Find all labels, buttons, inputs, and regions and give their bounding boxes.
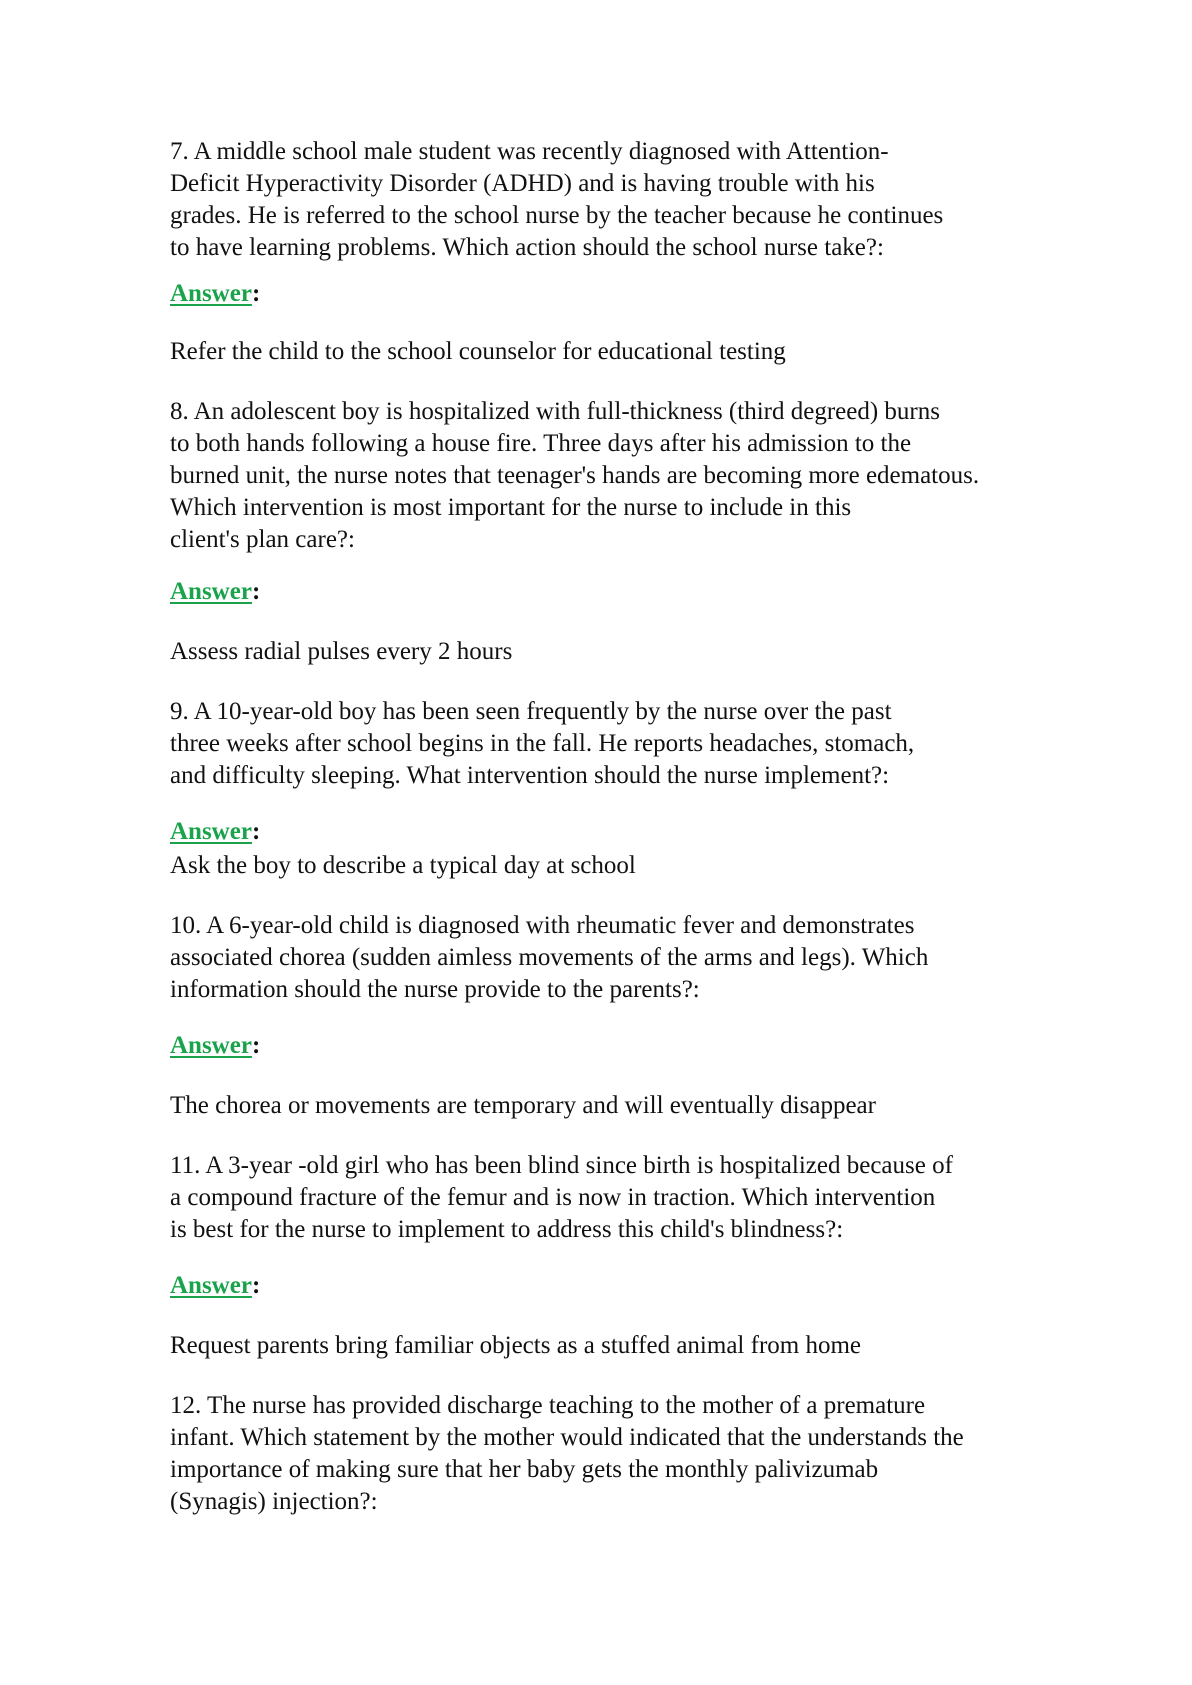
answer-label: Answer bbox=[170, 578, 252, 605]
question-text-line: 11. A 3-year -old girl who has been blind since birth is hospitalized because of bbox=[170, 1152, 953, 1179]
answer-text: The chorea or movements are temporary and will eventually disappear bbox=[170, 1092, 876, 1119]
answer-text: Refer the child to the school counselor for educational testing bbox=[170, 338, 786, 365]
question-text-line: Deficit Hyperactivity Disorder (ADHD) and is having trouble with his bbox=[170, 170, 875, 197]
answer-9 bbox=[170, 850, 1090, 882]
question-text-line: infant. Which statement by the mother would indicated that the understands the bbox=[170, 1424, 964, 1451]
answer-10 bbox=[170, 1090, 1090, 1122]
question-text-line: 7. A middle school male student was recently diagnosed with Attention- bbox=[170, 138, 889, 165]
answer-8 bbox=[170, 636, 1090, 668]
answer-label: Answer bbox=[170, 280, 252, 307]
question-11 bbox=[170, 1150, 1090, 1246]
question-text-line: 10. A 6-year-old child is diagnosed with rheumatic fever and demonstrates bbox=[170, 912, 915, 939]
question-text-line: Which intervention is most important for the nurse to include in this bbox=[170, 494, 852, 521]
answer-colon: : bbox=[251, 578, 261, 605]
question-8 bbox=[170, 396, 1090, 556]
question-text-line: client's plan care?: bbox=[170, 526, 355, 553]
question-text-line: grades. He is referred to the school nurse by the teacher because he continues bbox=[170, 202, 944, 229]
question-text-line: importance of making sure that her baby gets the monthly palivizumab bbox=[170, 1456, 879, 1483]
answer-heading bbox=[170, 1030, 1090, 1062]
answer-colon: : bbox=[251, 1032, 261, 1059]
question-text-line: three weeks after school begins in the fall. He reports headaches, stomach, bbox=[170, 730, 915, 757]
question-12 bbox=[170, 1390, 1090, 1518]
question-10 bbox=[170, 910, 1090, 1006]
answer-heading bbox=[170, 576, 1090, 608]
question-text-line: 12. The nurse has provided discharge teaching to the mother of a premature bbox=[170, 1392, 926, 1419]
answer-text: Request parents bring familiar objects as a stuffed animal from home bbox=[170, 1332, 862, 1359]
answer-colon: : bbox=[251, 280, 261, 307]
answer-heading bbox=[170, 816, 1090, 848]
question-text-line: information should the nurse provide to the parents?: bbox=[170, 976, 700, 1003]
answer-heading bbox=[170, 278, 1090, 310]
answer-7 bbox=[170, 336, 1090, 368]
question-text-line: (Synagis) injection?: bbox=[170, 1488, 378, 1515]
answer-text: Assess radial pulses every 2 hours bbox=[170, 638, 513, 665]
answer-heading bbox=[170, 1270, 1090, 1302]
question-text-line: associated chorea (sudden aimless movements of the arms and legs). Which bbox=[170, 944, 929, 971]
question-text-line: is best for the nurse to implement to address this child's blindness?: bbox=[170, 1216, 844, 1243]
answer-colon: : bbox=[251, 1272, 261, 1299]
question-text-line: to both hands following a house fire. Three days after his admission to the bbox=[170, 430, 912, 457]
question-text-line: 8. An adolescent boy is hospitalized with full-thickness (third degreed) burns bbox=[170, 398, 940, 425]
question-text-line: a compound fracture of the femur and is now in traction. Which intervention bbox=[170, 1184, 936, 1211]
question-text-line: burned unit, the nurse notes that teenager's hands are becoming more edematous. bbox=[170, 462, 980, 489]
question-7 bbox=[170, 136, 1090, 264]
answer-label: Answer bbox=[170, 1272, 252, 1299]
answer-label: Answer bbox=[170, 818, 252, 845]
question-text-line: and difficulty sleeping. What intervention should the nurse implement?: bbox=[170, 762, 890, 789]
answer-colon: : bbox=[251, 818, 261, 845]
question-text-line: 9. A 10-year-old boy has been seen frequently by the nurse over the past bbox=[170, 698, 892, 725]
answer-11 bbox=[170, 1330, 1090, 1362]
question-9 bbox=[170, 696, 1090, 792]
answer-label: Answer bbox=[170, 1032, 252, 1059]
answer-text: Ask the boy to describe a typical day at school bbox=[170, 852, 636, 879]
question-text-line: to have learning problems. Which action should the school nurse take?: bbox=[170, 234, 884, 261]
